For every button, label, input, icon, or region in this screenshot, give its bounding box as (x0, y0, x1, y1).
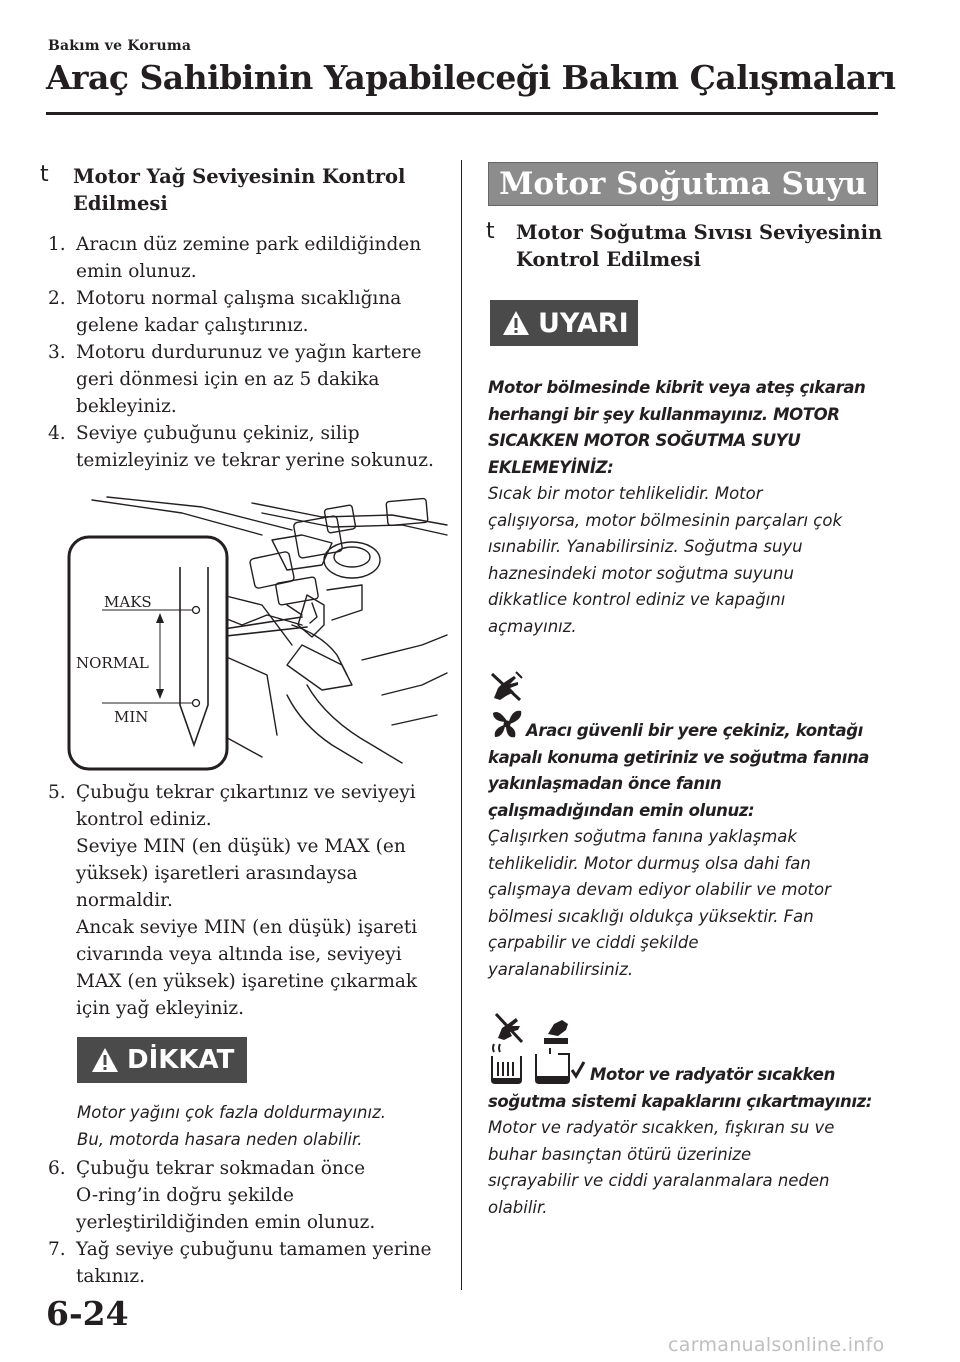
step-line: yüksek) işaretleri arasındaysa (76, 863, 358, 884)
warning-line: haznesindeki motor soğutma suyunu (488, 563, 794, 583)
bullet-icon: t (486, 219, 495, 244)
oil-heading-line: Motor Yağ Seviyesinin Kontrol (73, 165, 406, 188)
list-item (48, 1155, 458, 1233)
step-line: Çubuğu tekrar çıkartınız ve seviyeyi (76, 782, 416, 803)
warning-line: çarpabilir ve ciddi şekilde (488, 933, 699, 952)
step-line: Çubuğu tekrar sokmadan önce (76, 1158, 366, 1179)
warning-line: EKLEMEYİNİZ: (488, 457, 614, 477)
warning-line: Motor bölmesinde kibrit veya ateş çıkaran (488, 378, 866, 397)
step-number: 2. (48, 288, 66, 309)
warning-line: buhar basınçtan ötürü üzerinize (488, 1144, 752, 1164)
list-item (48, 1236, 458, 1287)
warning-1-text (488, 481, 878, 640)
coolant-heading-line: Motor Soğutma Sıvısı Seviyesinin (516, 221, 883, 244)
step-line: normaldir. (76, 890, 173, 911)
step-line: Ancak seviye MIN (en düşük) işareti (76, 917, 418, 938)
step-number: 1. (48, 234, 66, 255)
step-line: civarında veya altında ise, seviyeyi (76, 944, 402, 965)
step-line: kontrol ediniz. (76, 809, 212, 830)
warning-triangle-icon (502, 310, 530, 336)
warning-line: sıçrayabilir ve ciddi yaralanmalara neden (488, 1171, 830, 1190)
step-line: Yağ seviye çubuğunu tamamen yerine (76, 1239, 432, 1260)
warning-badge (490, 300, 638, 346)
warning-line: Motor ve radyatör sıcakken (590, 1065, 835, 1084)
column-divider (461, 160, 462, 1290)
warning-line: SICAKKEN MOTOR SOĞUTMA SUYU (488, 431, 801, 450)
step-line: Seviye çubuğunu çekiniz, silip (76, 423, 360, 444)
maks-label: MAKS (104, 593, 152, 611)
step-line: temizleyiniz ve tekrar yerine sokunuz. (76, 450, 434, 471)
step-line: MAX (en yüksek) işaretine çıkarmak (76, 971, 418, 992)
warning-3-text (488, 1115, 883, 1221)
warning-2-text (488, 824, 883, 983)
caution-line: Bu, motorda hasara neden olabilir. (77, 1129, 363, 1149)
min-label: MIN (114, 708, 149, 726)
warning-line: kapalı konuma getiriniz ve soğutma fanına (488, 747, 870, 767)
warning-line: çalışmadığından emin olunuz: (488, 800, 755, 820)
caution-badge (77, 1037, 247, 1083)
dipstick-illustration (62, 495, 452, 773)
step-number: 6. (48, 1158, 66, 1179)
no-hand-icon (488, 670, 524, 704)
step-number: 4. (48, 423, 66, 444)
section-banner: Motor Soğutma Suyu (488, 162, 878, 206)
hand-cap-icon (544, 1020, 568, 1044)
list-item (48, 779, 458, 1029)
bullet-icon: t (40, 162, 49, 187)
list-item (48, 339, 448, 417)
step-line: geri dönmesi için en az 5 dakika (76, 369, 380, 390)
warning-triangle-icon (91, 1047, 119, 1073)
step-line: O-ring’in doğru şekilde (76, 1185, 294, 1206)
coolant-heading (516, 219, 882, 273)
step-number: 3. (48, 342, 66, 363)
caution-line: Motor yağını çok fazla doldurmayınız. (77, 1103, 386, 1122)
section-kicker: Bakım ve Koruma (48, 38, 192, 54)
warning-line: dikkatlice kontrol ediniz ve kapağını (488, 590, 786, 609)
normal-label: NORMAL (76, 654, 149, 672)
page-number: 6-24 (46, 1294, 129, 1333)
oil-heading (73, 163, 405, 217)
warning-line: soğutma sistemi kapaklarını çıkartmayınız: (488, 1091, 873, 1111)
step-number: 7. (48, 1239, 66, 1260)
step-line: Aracın düz zemine park edildiğinden (76, 234, 422, 255)
warning-line: ısınabilir. Yanabilirsiniz. Soğutma suyu (488, 537, 803, 556)
step-number: 5. (48, 782, 66, 803)
warning-line: Motor ve radyatör sıcakken, fışkıran su ve (488, 1118, 835, 1137)
warning-line: Sıcak bir motor tehlikelidir. Motor (488, 484, 763, 503)
warning-line: herhangi bir şey kullanmayınız. MOTOR (488, 404, 840, 424)
warning-line: açmayınız. (488, 616, 577, 636)
step-line: Seviye MIN (en düşük) ve MAX (en (76, 836, 406, 857)
step-line: takınız. (76, 1266, 146, 1287)
warning-line: Çalışırken soğutma fanına yaklaşmak (488, 827, 797, 846)
step-line: bekleyiniz. (76, 396, 177, 417)
title-rule (46, 112, 878, 115)
oil-heading-line: Edilmesi (73, 192, 168, 215)
warning-line: bölmesi sıcaklığı oldukça yüksektir. Fan (488, 906, 814, 926)
page-title: Araç Sahibinin Yapabileceği Bakım Çalışmaları (46, 58, 896, 97)
list-item (48, 231, 448, 282)
step-line: gelene kadar çalıştırınız. (76, 315, 309, 336)
warning-label: UYARI (538, 307, 629, 339)
step-line: Motoru normal çalışma sıcaklığına (76, 288, 402, 309)
warning-line: olabilir. (488, 1197, 548, 1217)
warning-2-bold (488, 718, 883, 824)
list-item (48, 285, 448, 336)
watermark: carmanualsonline.info (668, 1334, 885, 1356)
warning-line: yaralanabilirsiniz. (488, 959, 634, 979)
step-line: için yağ ekleyiniz. (76, 998, 245, 1019)
warning-3-bold (488, 1062, 883, 1115)
warning-line: tehlikelidir. Motor durmuş olsa dahi fan (488, 853, 811, 873)
warning-line: çalışmaya devam ediyor olabilir ve motor (488, 880, 831, 899)
warning-line: çalışıyorsa, motor bölmesinin parçaları çok (488, 510, 843, 530)
list-item (48, 420, 458, 471)
step-line: yerleştirildiğinden emin olunuz. (76, 1212, 376, 1233)
coolant-heading-line: Kontrol Edilmesi (516, 248, 701, 271)
caution-label: DİKKAT (127, 1045, 235, 1075)
caution-text (77, 1100, 457, 1153)
no-hand-icon (496, 1014, 522, 1042)
step-line: Motoru durdurunuz ve yağın kartere (76, 342, 422, 363)
warning-line: yakınlaşmadan önce fanın (488, 774, 722, 793)
warning-1-bold (488, 375, 878, 481)
step-line: emin olunuz. (76, 261, 197, 282)
warning-line: Aracı güvenli bir yere çekiniz, kontağı (526, 721, 863, 740)
